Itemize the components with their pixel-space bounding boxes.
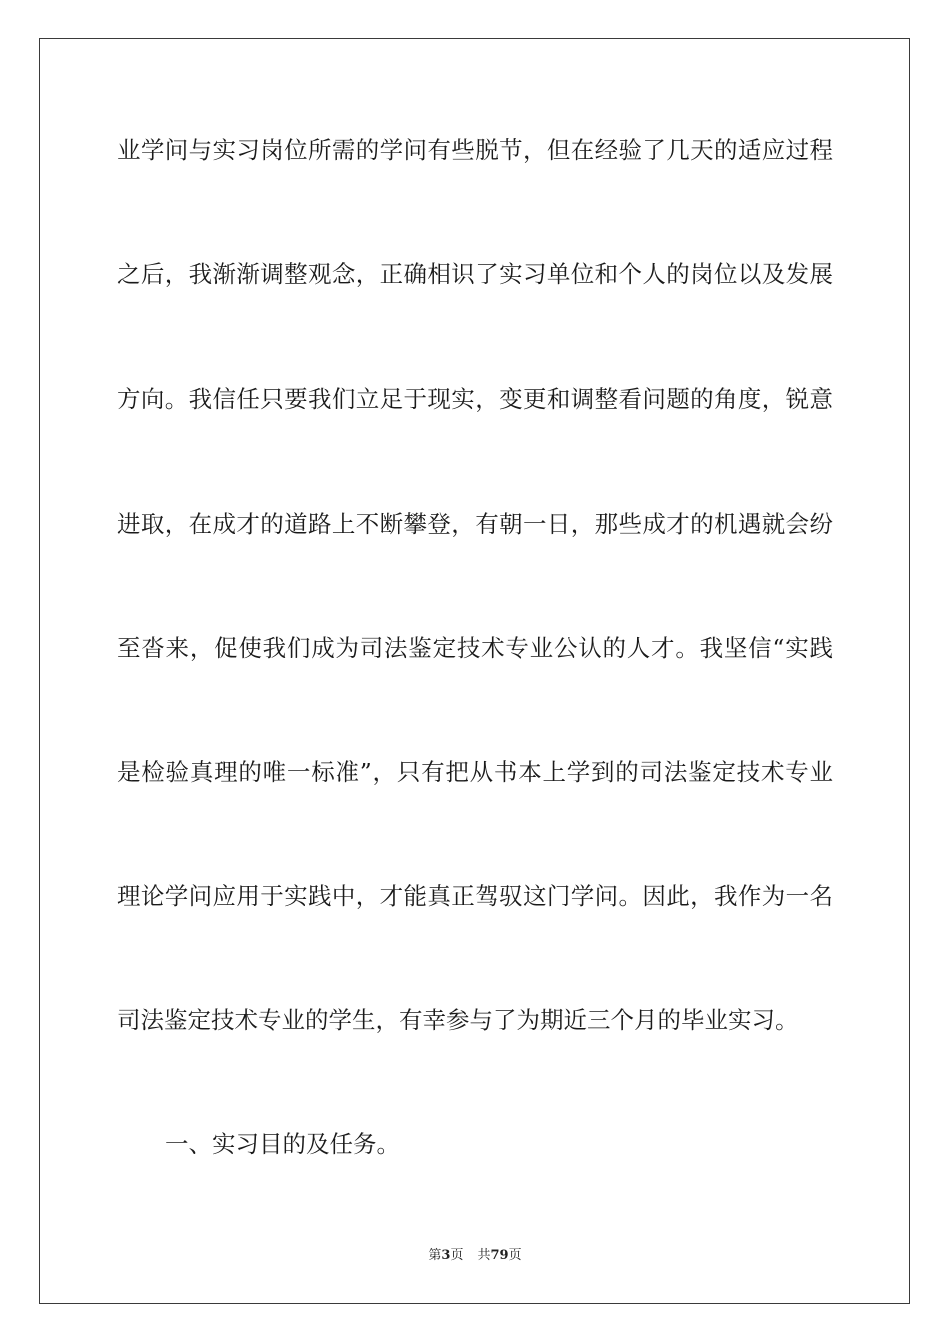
paragraph-line: 进取，在成才的道路上不断攀登，有朝一日，那些成才的机遇就会纷 [117, 510, 833, 538]
page-footer [0, 1246, 950, 1266]
footer-total-prefix: 共 [477, 1248, 491, 1263]
paragraph-line: 是检验真理的唯一标准”，只有把从书本上学到的司法鉴定技术专业 [117, 758, 833, 786]
footer-page-number: 3 [441, 1248, 451, 1263]
paragraph-line: 方向。我信任只要我们立足于现实，变更和调整看问题的角度，锐意 [117, 385, 833, 413]
footer-total-suffix: 页 [508, 1248, 522, 1263]
paragraph-line: 司法鉴定技术专业的学生，有幸参与了为期近三个月的毕业实习。 [117, 1006, 799, 1034]
page-border [39, 38, 910, 1304]
paragraph-line: 理论学问应用于实践中，才能真正驾驭这门学问。因此，我作为一名 [117, 882, 833, 910]
paragraph-line: 业学问与实习岗位所需的学问有些脱节，但在经验了几天的适应过程 [117, 136, 833, 164]
paragraph-line: 至沓来，促使我们成为司法鉴定技术专业公认的人才。我坚信“实践 [117, 634, 833, 662]
section-heading: 一、实习目的及任务。 [165, 1130, 400, 1158]
footer-page-suffix: 页 [450, 1248, 464, 1263]
paragraph-line: 之后，我渐渐调整观念，正确相识了实习单位和个人的岗位以及发展 [117, 260, 833, 288]
footer-total-pages: 79 [490, 1248, 509, 1263]
footer-page-prefix: 第 [428, 1248, 442, 1263]
